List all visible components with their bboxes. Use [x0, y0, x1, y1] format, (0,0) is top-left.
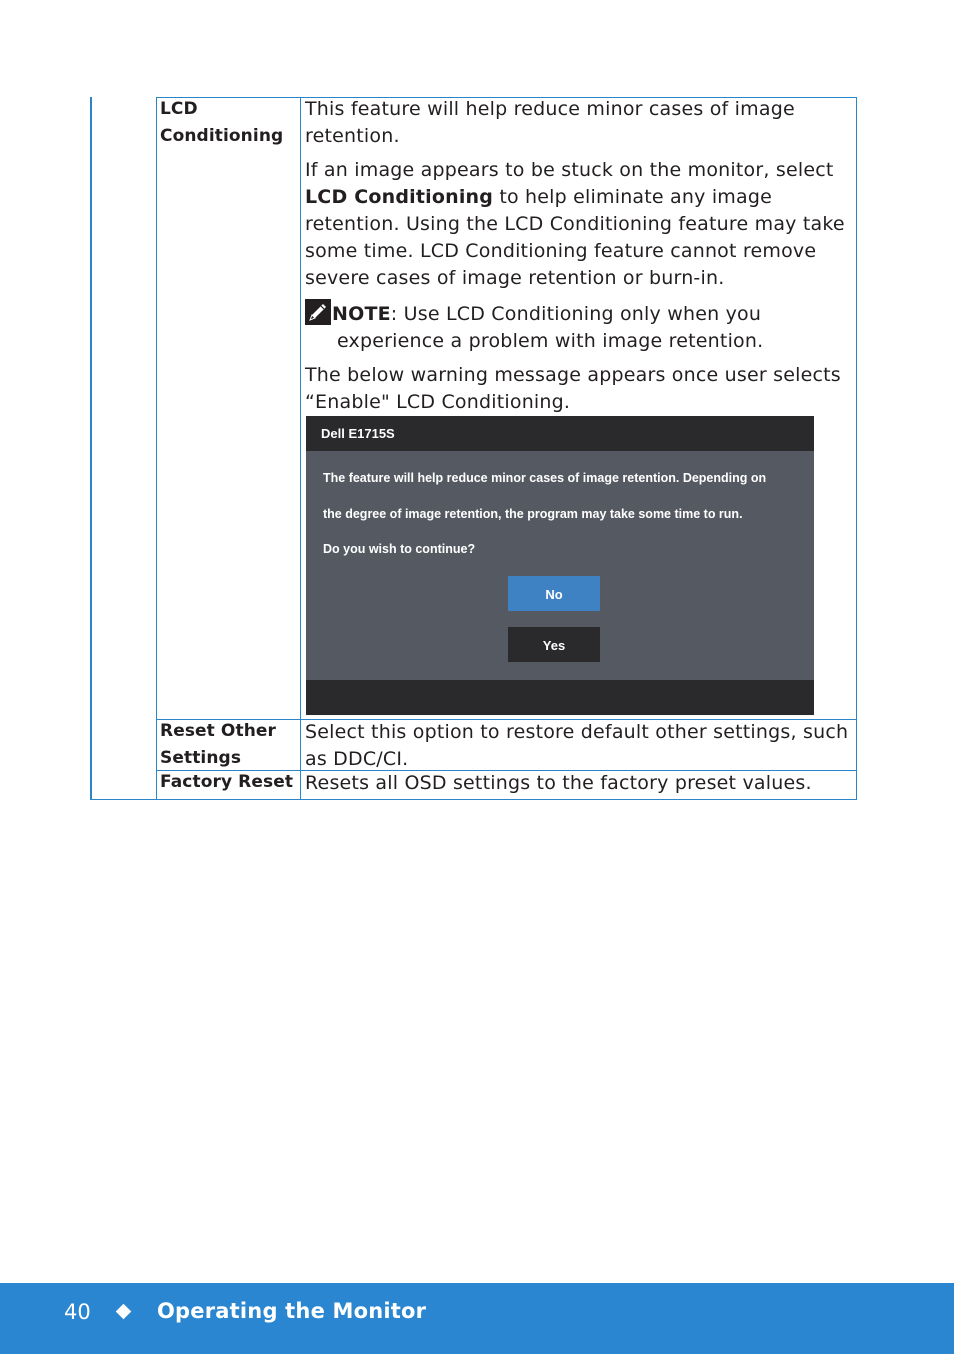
page-footer — [0, 1283, 954, 1354]
row-reset-other-name: Reset Other Settings — [160, 721, 277, 768]
section-title: Operating the Monitor — [157, 1299, 427, 1323]
osd-message-line-2: the degree of image retention, the program may take some time to run. — [323, 507, 743, 521]
note-text-2: experience a problem with image retention. — [337, 330, 764, 352]
row-factory-reset-desc: Resets all OSD settings to the factory preset values. — [305, 772, 812, 794]
desc-paragraph-2 — [305, 157, 855, 292]
osd-message-line-1: The feature will help reduce minor cases of image retention. Depending on — [323, 471, 767, 485]
desc-paragraph-1: This feature will help reduce minor cases of image retention. — [305, 98, 795, 147]
row-reset-other-desc: Select this option to restore default other settings, such as DDC/CI. — [305, 721, 849, 770]
table-border-left — [90, 97, 92, 800]
row-lcd-conditioning-name: LCD Conditioning — [160, 99, 284, 146]
note-text: : Use LCD Conditioning only when you — [390, 303, 762, 325]
note-paragraph — [305, 299, 855, 355]
desc-paragraph-3: The below warning message appears once user selects “Enable" LCD Conditioning. — [305, 364, 841, 413]
diamond-icon — [116, 1304, 132, 1320]
table-border-right — [856, 97, 857, 800]
note-label: NOTE — [332, 303, 391, 325]
row-factory-reset-name: Factory Reset — [160, 772, 294, 792]
page-number: 40 — [64, 1300, 91, 1324]
osd-yes-button[interactable]: Yes — [508, 627, 600, 662]
osd-warning-dialog — [306, 416, 814, 715]
note-pencil-icon — [305, 299, 331, 325]
desc-p2-pre: If an image appears to be stuck on the monitor, select — [305, 159, 834, 181]
row-lcd-conditioning-desc — [301, 96, 855, 416]
table-divider-1 — [156, 97, 157, 800]
osd-no-button[interactable]: No — [508, 576, 600, 611]
desc-p2-bold: LCD Conditioning — [305, 186, 494, 208]
osd-message-line-3: Do you wish to continue? — [323, 542, 476, 556]
osd-footer-bar — [306, 680, 814, 715]
osd-title: Dell E1715S — [306, 416, 814, 451]
desc-p2-post: to help eliminate any image retention. Using the LCD Conditioning feature may take some time. LCD Conditioning feature cannot remove severe cases of image retention or burn-in. — [305, 186, 845, 289]
table-border-bottom — [90, 799, 857, 800]
